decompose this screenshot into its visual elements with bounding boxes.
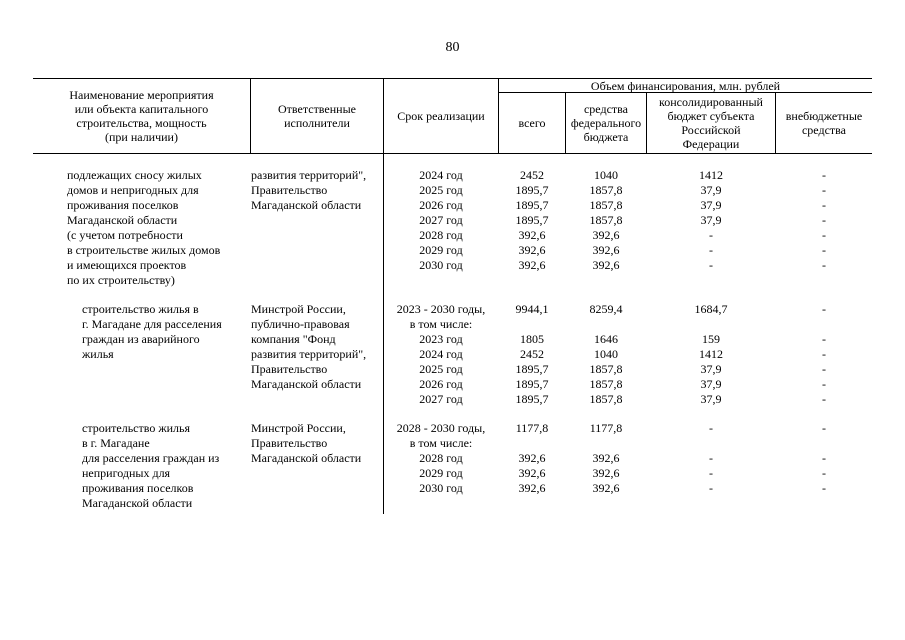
row-extrabudget: - <box>822 332 826 346</box>
row-extrabudget: - <box>822 392 826 406</box>
header-funding: Объем финансирования, млн. рублей <box>590 78 781 93</box>
row-regional: - <box>709 228 713 242</box>
row-federal: 8259,4 <box>589 302 623 316</box>
table-row <box>0 481 905 496</box>
row-name: для расселения граждан из <box>82 451 220 465</box>
row-regional: 37,9 <box>700 377 722 391</box>
row-federal: 392,6 <box>592 481 620 495</box>
row-regional: 37,9 <box>700 213 722 227</box>
table-row <box>0 347 905 362</box>
row-regional: - <box>709 451 713 465</box>
row-term: 2027 год <box>419 213 463 227</box>
row-extrabudget: - <box>822 451 826 465</box>
table-row <box>0 436 905 451</box>
row-term: 2023 - 2030 годы, <box>396 302 486 316</box>
row-executor: Магаданской области <box>251 377 362 391</box>
row-extrabudget: - <box>822 302 826 316</box>
header-term: Срок реализации <box>397 109 485 123</box>
header-bottom-rule <box>33 153 872 154</box>
row-term: 2025 год <box>419 183 463 197</box>
row-regional: - <box>709 421 713 435</box>
table-row <box>0 496 905 511</box>
row-executor: Магаданской области <box>251 198 362 212</box>
table-row <box>0 213 905 228</box>
row-total: 1895,7 <box>515 362 549 376</box>
table-row <box>0 198 905 213</box>
row-term: 2028 год <box>419 228 463 242</box>
row-total: 1895,7 <box>515 213 549 227</box>
row-executor: публично-правовая <box>251 317 350 331</box>
row-federal: 1177,8 <box>589 421 623 435</box>
row-name: непригодных для <box>82 466 171 480</box>
row-name: Магаданской области <box>82 496 193 510</box>
row-regional: - <box>709 243 713 257</box>
row-term: в том числе: <box>409 436 473 450</box>
row-regional: 37,9 <box>700 362 722 376</box>
row-total: 9944,1 <box>515 302 549 316</box>
row-total: 392,6 <box>518 451 546 465</box>
row-name: (с учетом потребности <box>67 228 183 242</box>
header-executors: Ответственные исполнители <box>278 102 356 130</box>
row-executor: Правительство <box>251 436 328 450</box>
row-term: 2027 год <box>419 392 463 406</box>
row-regional: 159 <box>702 332 720 346</box>
row-total: 392,6 <box>518 466 546 480</box>
row-extrabudget: - <box>822 213 826 227</box>
row-term: 2028 - 2030 годы, <box>396 421 486 435</box>
table-row <box>0 228 905 243</box>
row-term: 2028 год <box>419 451 463 465</box>
row-federal: 1857,8 <box>589 213 623 227</box>
row-total: 2452 <box>520 347 544 361</box>
row-federal: 1040 <box>594 168 618 182</box>
row-regional: - <box>709 258 713 272</box>
row-total: 1895,7 <box>515 198 549 212</box>
row-term: 2030 год <box>419 258 463 272</box>
row-total: 2452 <box>520 168 544 182</box>
row-federal: 1857,8 <box>589 183 623 197</box>
table-row <box>0 421 905 436</box>
row-federal: 392,6 <box>592 466 620 480</box>
row-federal: 1857,8 <box>589 362 623 376</box>
table-row <box>0 332 905 347</box>
row-total: 392,6 <box>518 243 546 257</box>
row-total: 1895,7 <box>515 183 549 197</box>
header-extrabudget: внебюджетные средства <box>785 109 863 137</box>
row-executor: Минстрой России, <box>251 421 346 435</box>
row-total: 392,6 <box>518 228 546 242</box>
row-executor: Минстрой России, <box>251 302 346 316</box>
table-row <box>0 243 905 258</box>
table-row <box>0 392 905 407</box>
row-extrabudget: - <box>822 258 826 272</box>
row-term: 2029 год <box>419 466 463 480</box>
row-name: по их строительству) <box>67 273 175 287</box>
row-regional: - <box>709 481 713 495</box>
row-name: в строительстве жилых домов <box>67 243 221 257</box>
row-regional: 1684,7 <box>694 302 728 316</box>
row-federal: 392,6 <box>592 258 620 272</box>
table-row <box>0 466 905 481</box>
row-executor: развития территорий", <box>251 347 367 361</box>
row-total: 1895,7 <box>515 377 549 391</box>
row-term: 2029 год <box>419 243 463 257</box>
row-federal: 1040 <box>594 347 618 361</box>
row-name: Магаданской области <box>67 213 178 227</box>
row-name: г. Магадане для расселения <box>82 317 222 331</box>
row-term: 2026 год <box>419 377 463 391</box>
row-executor: Магаданской области <box>251 451 362 465</box>
row-name: и имеющихся проектов <box>67 258 187 272</box>
row-total: 1895,7 <box>515 392 549 406</box>
header-name: Наименование мероприятия или объекта капитального строительства, мощность (при наличии) <box>69 88 214 144</box>
row-extrabudget: - <box>822 377 826 391</box>
table-row <box>0 258 905 273</box>
row-term: в том числе: <box>409 317 473 331</box>
row-term: 2024 год <box>419 168 463 182</box>
header-federal: средства федерального бюджета <box>570 102 642 144</box>
row-extrabudget: - <box>822 347 826 361</box>
row-extrabudget: - <box>822 421 826 435</box>
row-term: 2024 год <box>419 347 463 361</box>
row-federal: 1857,8 <box>589 392 623 406</box>
table-row <box>0 302 905 317</box>
table-row <box>0 451 905 466</box>
header-regional: консолидированный бюджет субъекта Российской Федерации <box>659 95 763 151</box>
row-federal: 392,6 <box>592 243 620 257</box>
row-name: жилья <box>82 347 114 361</box>
row-extrabudget: - <box>822 243 826 257</box>
row-regional: 37,9 <box>700 392 722 406</box>
row-federal: 392,6 <box>592 228 620 242</box>
row-name: граждан из аварийного <box>82 332 200 346</box>
row-extrabudget: - <box>822 481 826 495</box>
table-row <box>0 273 905 288</box>
row-regional: 37,9 <box>700 183 722 197</box>
row-federal: 392,6 <box>592 451 620 465</box>
table-row <box>0 183 905 198</box>
row-term: 2023 год <box>419 332 463 346</box>
page-number: 80 <box>445 40 460 55</box>
row-term: 2030 год <box>419 481 463 495</box>
row-regional: 1412 <box>699 168 723 182</box>
row-federal: 1646 <box>594 332 618 346</box>
row-regional: - <box>709 466 713 480</box>
row-executor: развития территорий", <box>251 168 367 182</box>
table-row <box>0 317 905 332</box>
row-name: в г. Магадане <box>82 436 150 450</box>
row-regional: 37,9 <box>700 198 722 212</box>
row-extrabudget: - <box>822 198 826 212</box>
header-total: всего <box>518 116 546 130</box>
row-executor: Правительство <box>251 183 328 197</box>
row-name: подлежащих сносу жилых <box>67 168 202 182</box>
row-executor: компания "Фонд <box>251 332 336 346</box>
row-total: 1805 <box>520 332 544 346</box>
table-row <box>0 377 905 392</box>
table-row <box>0 362 905 377</box>
row-regional: 1412 <box>699 347 723 361</box>
row-extrabudget: - <box>822 168 826 182</box>
row-name: строительство жилья <box>82 421 191 435</box>
row-term: 2025 год <box>419 362 463 376</box>
row-total: 392,6 <box>518 481 546 495</box>
row-name: проживания поселков <box>82 481 194 495</box>
row-name: строительство жилья в <box>82 302 199 316</box>
row-total: 392,6 <box>518 258 546 272</box>
row-federal: 1857,8 <box>589 377 623 391</box>
row-name: домов и непригодных для <box>67 183 199 197</box>
row-extrabudget: - <box>822 362 826 376</box>
row-term: 2026 год <box>419 198 463 212</box>
row-extrabudget: - <box>822 183 826 197</box>
row-total: 1177,8 <box>515 421 549 435</box>
row-extrabudget: - <box>822 466 826 480</box>
row-name: проживания поселков <box>67 198 179 212</box>
table-row <box>0 168 905 183</box>
row-federal: 1857,8 <box>589 198 623 212</box>
row-extrabudget: - <box>822 228 826 242</box>
row-executor: Правительство <box>251 362 328 376</box>
